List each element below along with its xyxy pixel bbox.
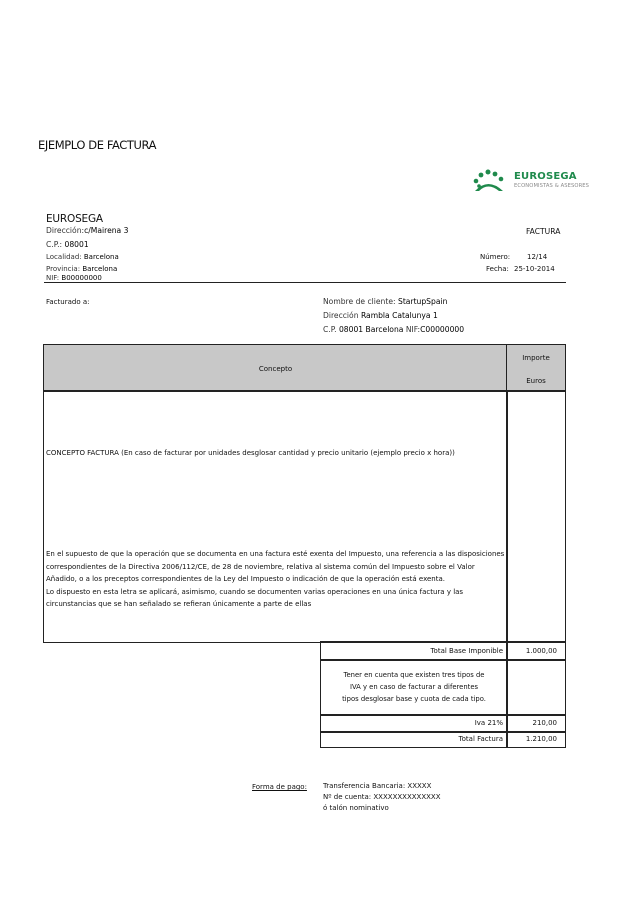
invoice-type: FACTURA <box>526 227 561 236</box>
exemption-note-line: circunstancias que se han señalado se refieran únicamente a parte de ellas <box>46 600 312 608</box>
client-cp-nif: C.P. 08001 Barcelona NIF:C00000000 <box>323 325 465 334</box>
amount-header: Importe <box>522 354 550 362</box>
issuer-name: EUROSEGA <box>46 213 103 225</box>
logo-wordmark: EUROSEGA <box>514 171 577 182</box>
payment-line: ó talón nominativo <box>323 804 389 812</box>
iva-note-value-cell <box>506 659 566 716</box>
logo-icon <box>470 167 510 193</box>
issuer-cp: C.P.: 08001 <box>46 240 89 249</box>
payment-line: Nº de cuenta: XXXXXXXXXXXXXX <box>323 793 441 801</box>
concept-line: CONCEPTO FACTURA (En caso de facturar por unidades desglosar cantidad y precio unitario (ejemplo precio x hora)) <box>46 449 455 457</box>
payment-label: Forma de pago: <box>252 783 307 791</box>
exemption-note-line: Lo dispuesto en esta letra se aplicará, asimismo, cuando se documenten varias operaciones en una única factura y las <box>46 587 464 596</box>
exemption-note-line: Añadido, o a los preceptos correspondientes de la Ley del Impuesto o indicación de que la operación está exenta. <box>46 575 445 583</box>
iva-value: 210,00 <box>532 719 557 727</box>
exemption-note-line: correspondientes de la Directiva 2006/112/CE, de 28 de noviembre, relativa al sistema común del Impuesto sobre el Valor <box>46 562 475 571</box>
base-value-cell <box>506 641 566 661</box>
concept-header: Concepto <box>258 365 293 373</box>
total-value: 1.210,00 <box>525 735 557 743</box>
iva-note: Tener en cuenta que existen tres tipos de IVA y en caso de facturar a diferentes tipos desglosar base y cuota de cada tipo. <box>342 671 486 703</box>
total-label: Total Factura <box>458 735 503 743</box>
billed-to-label: Facturado a: <box>46 298 90 306</box>
exemption-note-line: En el supuesto de que la operación que se documenta en una factura esté exenta del Impuesto, una referencia a las disposiciones <box>46 550 505 558</box>
concept-body-cell <box>43 390 508 643</box>
client-address: Dirección Rambla Catalunya 1 <box>323 311 438 320</box>
amount-header-cell <box>506 344 566 392</box>
header-divider <box>44 282 566 283</box>
company-logo <box>470 167 590 193</box>
currency-header: Euros <box>526 377 546 385</box>
logo-tagline: ECONOMISTAS & ASESORES <box>514 183 590 189</box>
base-label: Total Base Imponible <box>430 647 503 655</box>
invoice-number-label: Número: <box>480 253 511 261</box>
issuer-province: Provincia: Barcelona <box>46 265 118 273</box>
document-title: EJEMPLO DE FACTURA <box>38 138 157 152</box>
total-label-cell <box>320 731 508 748</box>
issuer-city: Localidad: Barcelona <box>46 253 119 261</box>
invoice-date-label: Fecha: <box>486 265 509 273</box>
concept-header-cell <box>43 344 508 392</box>
amount-body-cell <box>506 390 566 643</box>
payment-details <box>323 781 441 814</box>
issuer-address: Dirección:c/Mairena 3 <box>46 226 129 235</box>
base-label-cell <box>320 641 508 661</box>
invoice-number: 12/14 <box>527 253 548 261</box>
base-value: 1.000,00 <box>525 647 557 655</box>
total-value-cell <box>506 731 566 748</box>
iva-label: Iva 21% <box>474 719 503 727</box>
iva-note-cell <box>320 659 508 716</box>
issuer-nif: NIF: B00000000 <box>46 274 102 282</box>
client-name: Nombre de cliente: StartupSpain <box>323 297 448 306</box>
payment-line: Transferencia Bancaria: XXXXX <box>323 782 432 790</box>
invoice-date: 25-10-2014 <box>514 265 555 273</box>
